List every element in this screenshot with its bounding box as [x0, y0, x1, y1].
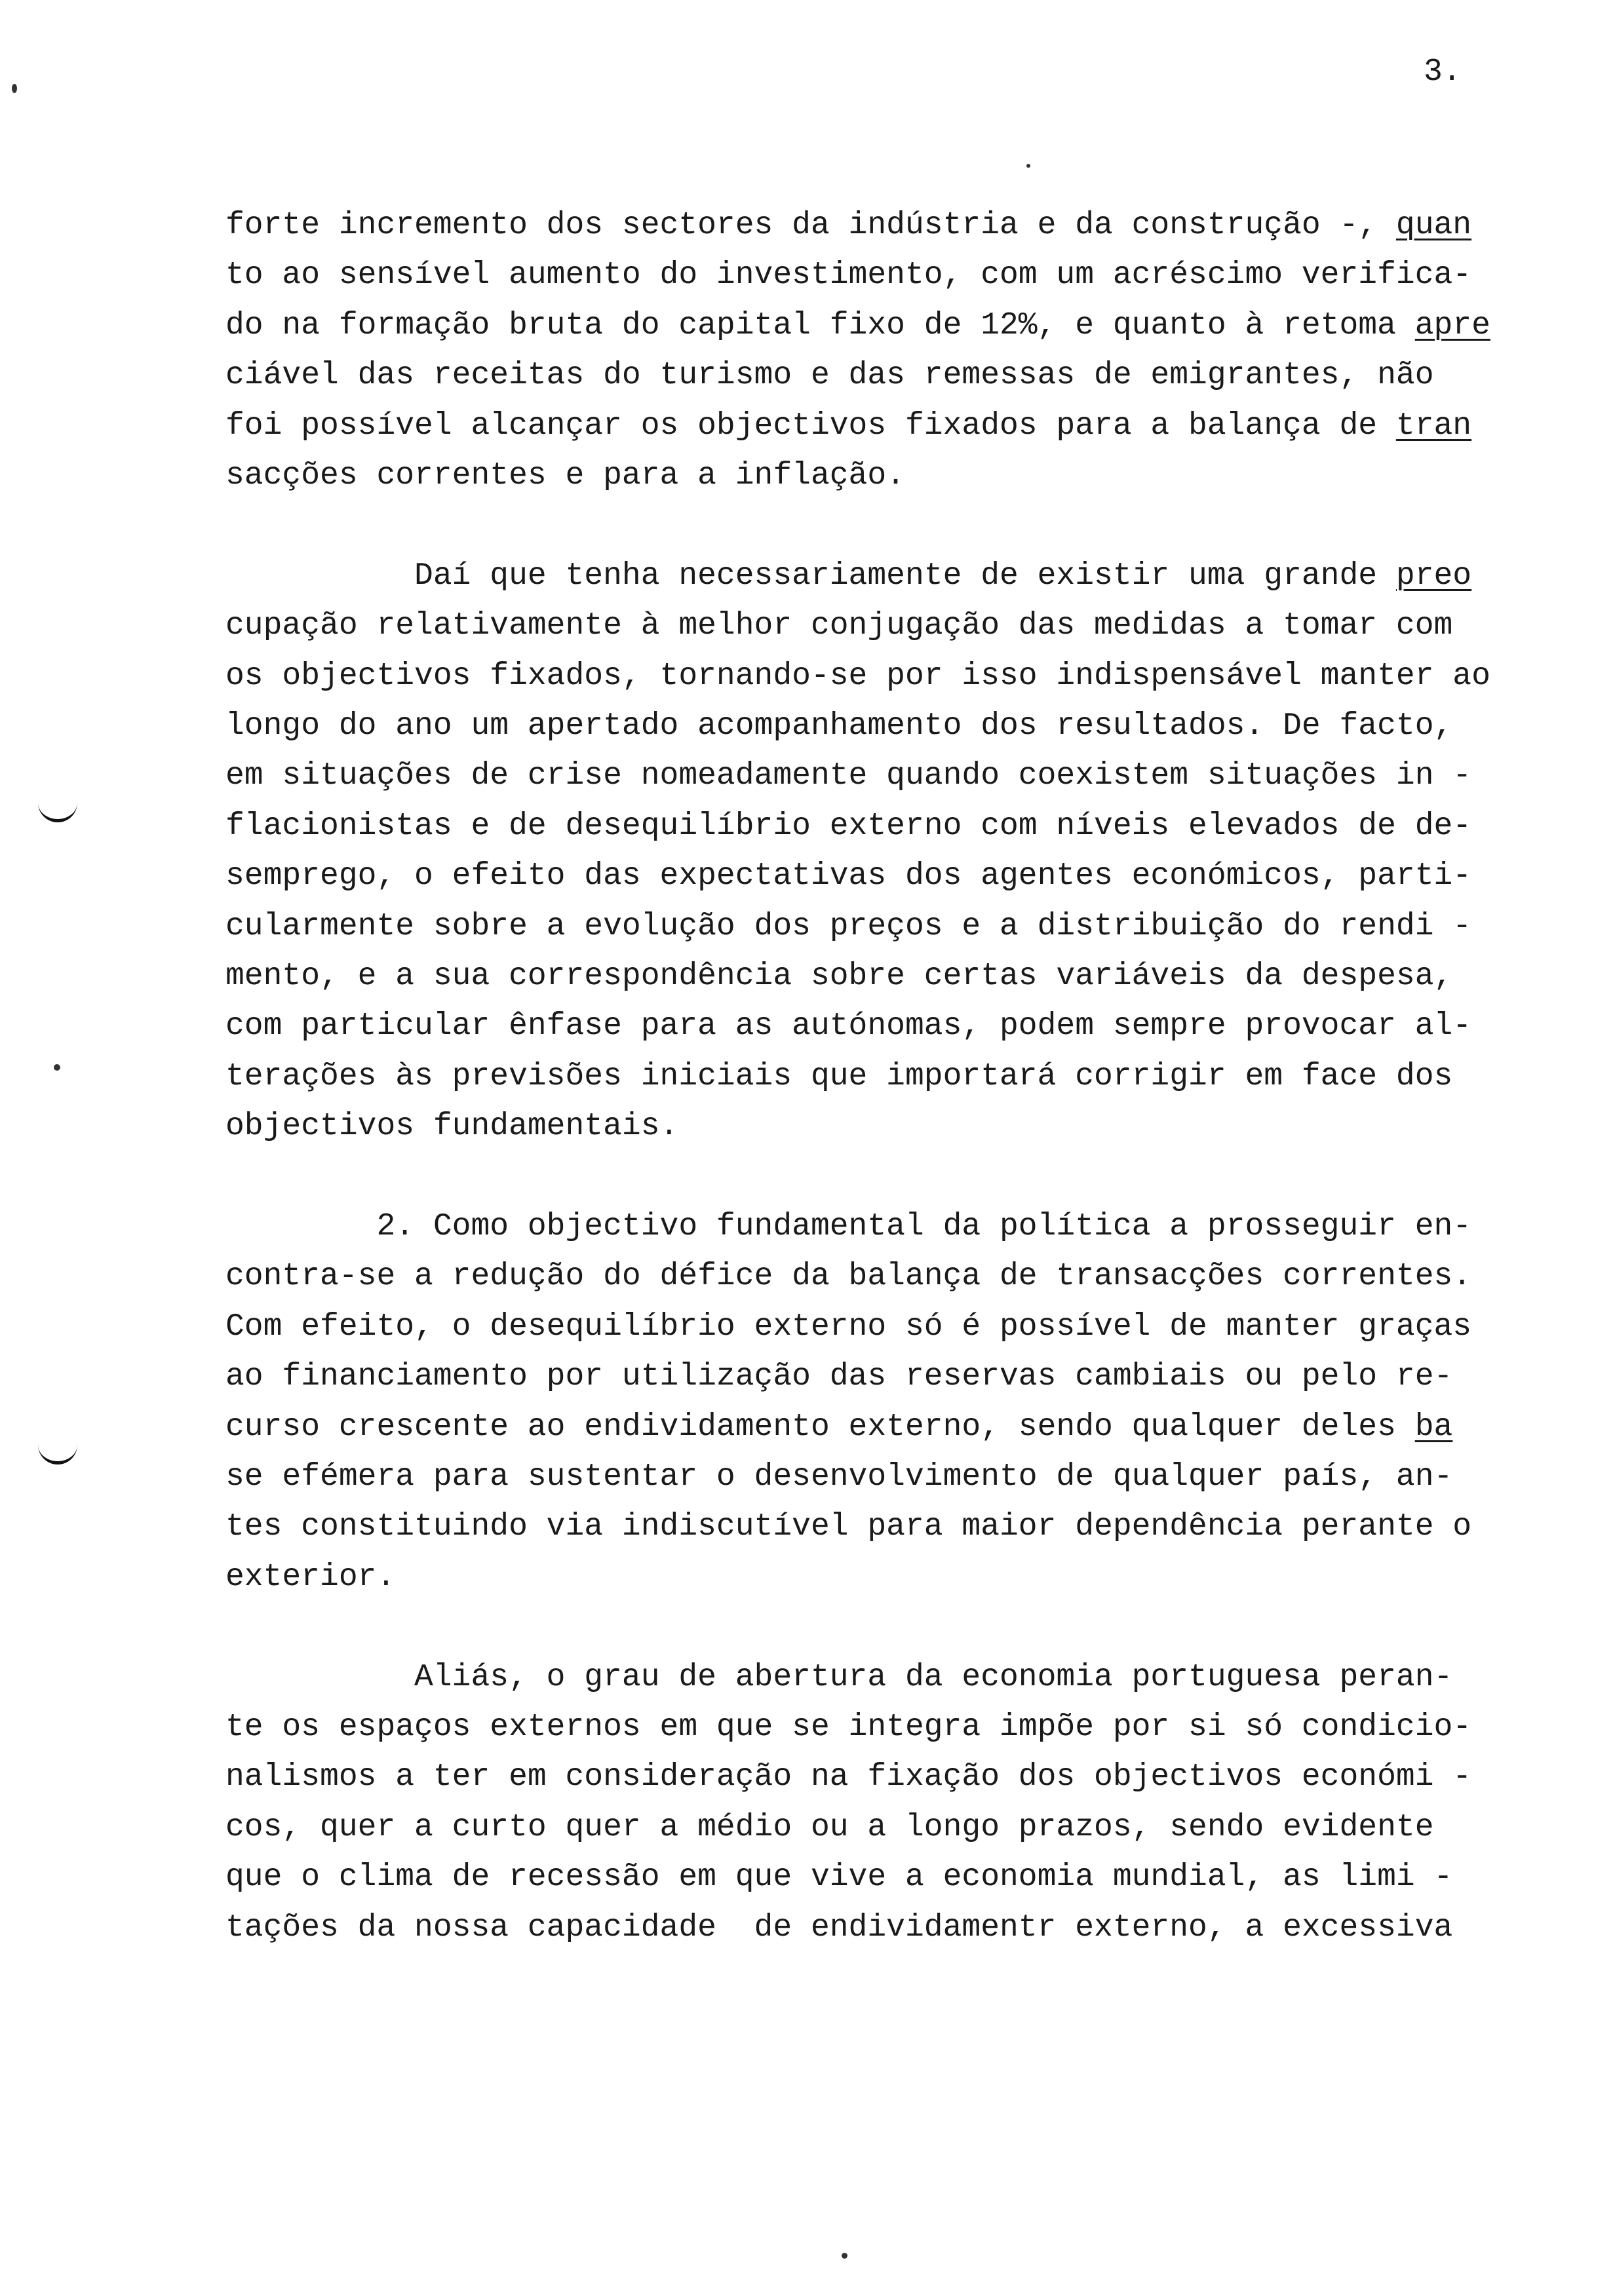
- line-text: Aliás, o grau de abertura da economia portuguesa peran-: [225, 1659, 1453, 1695]
- line-text: 2. Como objectivo fundamental da política a prosseguir en-: [225, 1209, 1472, 1244]
- line-text: cularmente sobre a evolução dos preços e a distribuição do rendi -: [225, 908, 1472, 944]
- page-number: 3.: [1424, 54, 1462, 90]
- line-text: longo do ano um apertado acompanhamento dos resultados. De facto,: [225, 708, 1453, 744]
- line-text: to ao sensível aumento do investimento, com um acréscimo verifica-: [225, 258, 1472, 294]
- line-text: mento, e a sua correspondência sobre certas variáveis da despesa,: [225, 959, 1453, 994]
- text-line: [225, 1252, 1471, 1301]
- text-line: [225, 1552, 395, 1602]
- line-text: foi possível alcançar os objectivos fixados para a balança de: [225, 408, 1396, 444]
- underlined-syllable: preo: [1395, 558, 1472, 594]
- text-line: [225, 1903, 1452, 1953]
- text-line: [225, 601, 1452, 651]
- text-line: [225, 1202, 1471, 1252]
- text-line: [225, 902, 1471, 951]
- binding-mark: [38, 1442, 77, 1464]
- text-line: [225, 1302, 1471, 1352]
- line-text: te os espaços externos em que se integra impõe por si só condicio-: [225, 1710, 1472, 1745]
- text-line: [225, 851, 1471, 901]
- line-text: forte incremento dos sectores da indústria e da construção -,: [225, 208, 1396, 243]
- line-text: terações às previsões iniciais que importará corrigir em face dos: [225, 1058, 1453, 1094]
- line-text: cos, quer a curto quer a médio ou a longo prazos, sendo evidente: [225, 1809, 1434, 1845]
- line-text: flacionistas e de desequilíbrio externo com níveis elevados de de-: [225, 808, 1472, 844]
- scan-speck: [842, 2253, 847, 2259]
- text-line: [225, 701, 1452, 751]
- line-text: contra-se a redução do défice da balança de transacções correntes.: [225, 1259, 1472, 1295]
- text-line: [225, 1101, 678, 1151]
- text-line: [225, 351, 1434, 400]
- line-text: sacções correntes e para a inflação.: [225, 458, 905, 493]
- line-text: os objectivos fixados, tornando-se por isso indispensável manter ao: [225, 658, 1490, 694]
- underlined-syllable: ba: [1414, 1409, 1453, 1445]
- text-line: [225, 1702, 1471, 1752]
- text-line: [225, 1803, 1434, 1852]
- line-text: curso crescente ao endividamento externo, sendo qualquer deles: [225, 1409, 1415, 1445]
- line-text: tes constituindo via indiscutível para maior dependência perante o: [225, 1509, 1472, 1545]
- binding-mark: [38, 799, 77, 822]
- text-line: [225, 451, 905, 501]
- line-text: com particular ênfase para as autónomas, podem sempre provocar al-: [225, 1008, 1472, 1044]
- text-line: [225, 751, 1471, 801]
- line-text: semprego, o efeito das expectativas dos agentes económicos, parti-: [225, 858, 1472, 894]
- scan-speck: [1026, 164, 1030, 168]
- line-text: exterior.: [225, 1559, 396, 1595]
- text-line: [225, 951, 1452, 1001]
- text-line: [225, 651, 1490, 701]
- text-line: [225, 1352, 1452, 1402]
- text-line: [225, 401, 1471, 451]
- line-text: Daí que tenha necessariamente de existir uma grande: [225, 558, 1396, 594]
- line-text: cupação relativamente à melhor conjugação das medidas a tomar com: [225, 608, 1453, 644]
- underlined-syllable: apre: [1414, 307, 1490, 343]
- line-text: do na formação bruta do capital fixo de 12%, e quanto à retoma: [225, 307, 1415, 343]
- text-line: [225, 1402, 1452, 1452]
- text-line: [225, 301, 1490, 351]
- line-text: nalismos a ter em consideração na fixação dos objectivos económi -: [225, 1759, 1472, 1795]
- text-line: [225, 1852, 1452, 1902]
- text-line: [225, 1452, 1452, 1502]
- line-text: se efémera para sustentar o desenvolvimento de qualquer país, an-: [225, 1459, 1453, 1495]
- text-line: [225, 201, 1471, 250]
- text-line: [225, 1502, 1471, 1552]
- text-line: [225, 1001, 1471, 1051]
- scan-speck: [54, 1064, 60, 1071]
- line-text: em situações de crise nomeadamente quando coexistem situações in -: [225, 758, 1472, 794]
- line-text: que o clima de recessão em que vive a economia mundial, as limi -: [225, 1860, 1453, 1896]
- text-line: [225, 801, 1471, 851]
- text-line: [225, 1752, 1471, 1802]
- line-text: objectivos fundamentais.: [225, 1109, 679, 1145]
- underlined-syllable: tran: [1395, 408, 1472, 444]
- line-text: ciável das receitas do turismo e das remessas de emigrantes, não: [225, 358, 1434, 394]
- line-text: ao financiamento por utilização das reservas cambiais ou pelo re-: [225, 1359, 1453, 1395]
- scan-speck: [12, 84, 17, 93]
- text-line: [225, 551, 1471, 601]
- text-line: [225, 1653, 1452, 1702]
- line-text: tações da nossa capacidade de endividamentr externo, a excessiva: [225, 1909, 1453, 1945]
- line-text: Com efeito, o desequilíbrio externo só é possível de manter graças: [225, 1309, 1472, 1345]
- text-line: [225, 250, 1471, 300]
- underlined-syllable: quan: [1395, 208, 1472, 243]
- text-line: [225, 1052, 1452, 1101]
